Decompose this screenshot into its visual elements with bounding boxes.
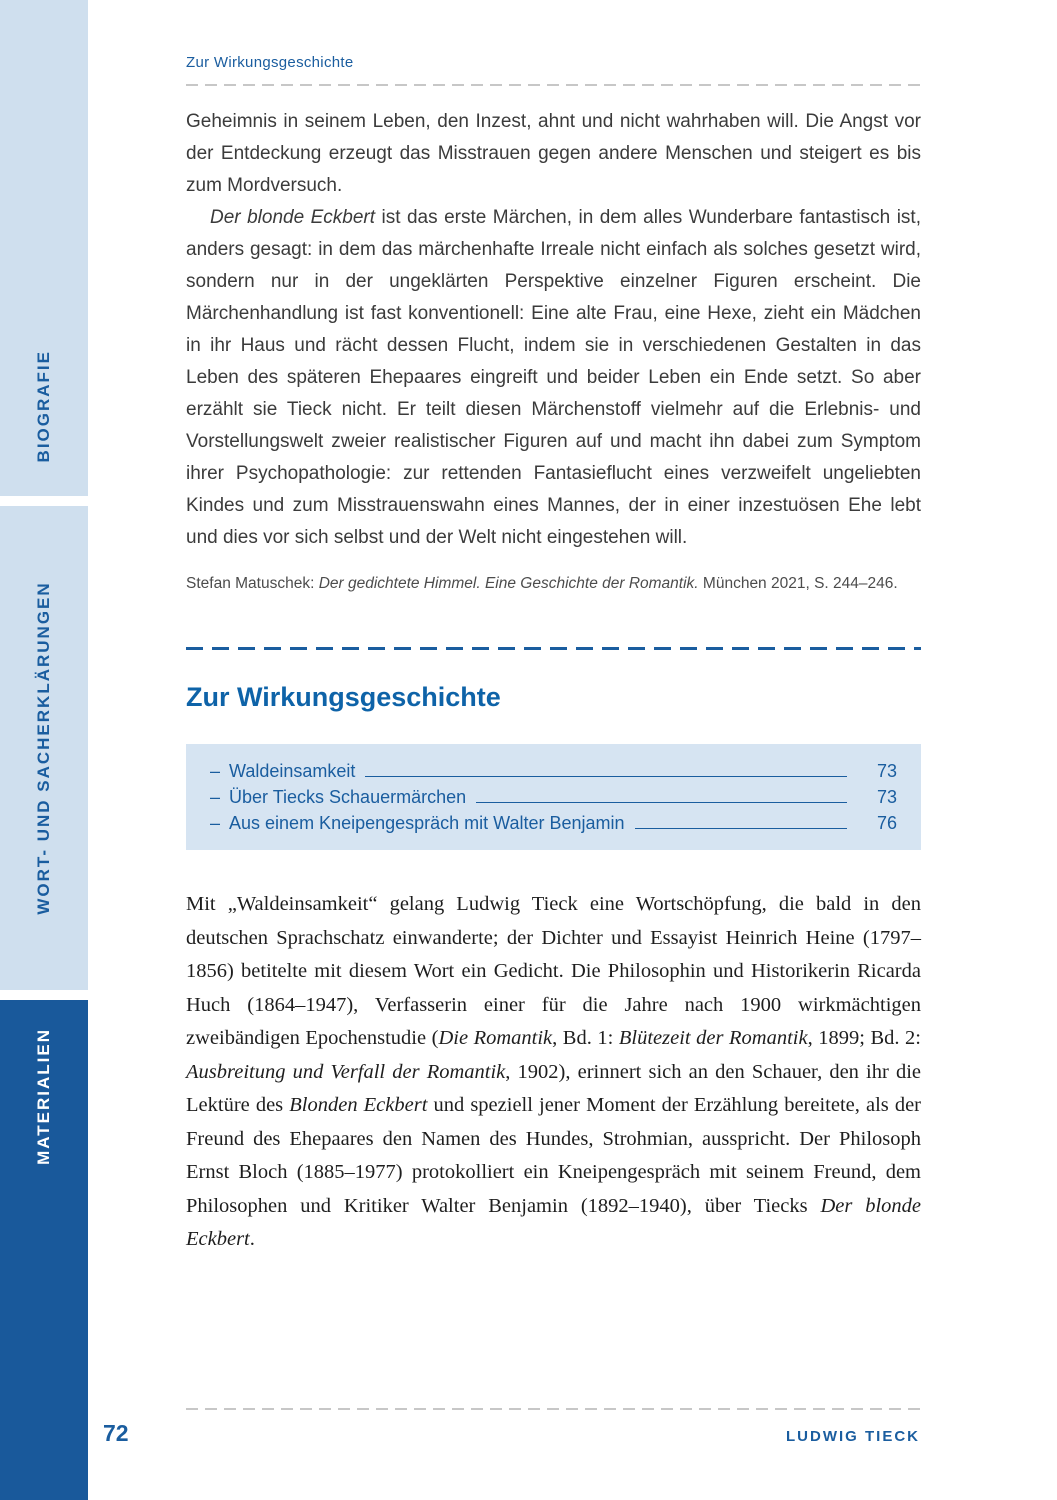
sidebar-tab-materialien[interactable] [0,1000,88,1500]
footer-divider [186,1408,921,1410]
toc-bullet: – [210,813,221,833]
sidebar-tab-biografie[interactable] [0,0,88,496]
toc-leader-line [365,776,847,777]
sidebar-tab-label: WORT- UND SACHERKLÄRUNGEN [34,581,53,915]
paragraph-eckbert-analysis: Der blonde Eckbert ist das erste Märchen, in dem alles Wunderbare fantastisch ist, anders gesagt: in dem das märchenhafte Irreale nicht einfach als solches gesetzt wird, sondern nur in der ungeklärten Perspektive einzelner Figuren erscheint. Die Märchenhandlung ist fast konventionell: Eine alte Frau, eine Hexe, zieht ein Mädchen in ihr Haus und rächt dessen Flucht, indem sie in verschiedenen Gestalten in das Leben des späteren Ehepaares eingreift und beider Leben ein Ende setzt. So aber erzählt sie Tieck nicht. Er teilt diesen Märchenstoff vielmehr auf die Erlebnis- und Vorstellungswelt zweier realistischer Figuren auf und macht ihn dabei zum Symptom ihrer Psychopathologie: zur rettenden Fantasieflucht eines verzweifelt ungeliebten Kindes und zum Misstrauenswahn eines Mannes, der in einer inzestuösen Ehe lebt und dies vor sich selbst und der Welt nicht eingestehen will. [186,207,921,548]
main-content [186,0,921,1257]
toc-item-schauermaerchen[interactable] [210,784,897,810]
sidebar-tab-wort-und-sacherklaerungen[interactable] [0,506,88,990]
toc-item-label: Aus einem Kneipengespräch mit Walter Benjamin [229,813,625,833]
paragraph-wirkungsgeschichte: Mit „Waldeinsamkeit“ gelang Ludwig Tieck eine Wortschöpfung, die bald in den deutschen Sprachschatz einwanderte; der Dichter und Essayist Heinrich Heine (1797–1856) betitelte mit diesem Wort ein Gedicht. Die Philosophin und Historikerin Ricarda Huch (1864–1947), Verfasserin einer für die Jahre nach 1900 wirkmächtigen zweibändigen Epochenstudie (Die Romantik, Bd. 1: Blütezeit der Romantik, 1899; Bd. 2: Ausbreitung und Verfall der Romantik, 1902), erinnert sich an den Schauer, den ihr die Lektüre des Blonden Eckbert und speziell jener Moment der Erzählung bereitete, als der Freund des Ehepaares den Namen des Hundes, Strohmian, ausspricht. Der Philosoph Ernst Bloch (1885–1977) protokolliert ein Kneipengespräch mit seinem Freund, dem Philosophen und Kritiker Walter Benjamin (1892–1940), über Tiecks Der blonde Eckbert. [186,893,922,1250]
page-number: 72 [103,1420,129,1446]
toc-bullet: – [210,761,221,781]
toc-page-number: 73 [876,761,897,781]
toc-leader-line [635,828,847,829]
header-divider [186,84,921,86]
toc-page-number: 73 [876,787,897,807]
section-heading: Zur Wirkungsgeschichte [186,682,501,712]
toc-leader-line [476,802,847,803]
section-toc-box [186,744,921,850]
footer-book-title: LUDWIG TIECK [786,1428,920,1445]
running-header: Zur Wirkungsgeschichte [186,54,354,71]
toc-item-kneipengespraech[interactable] [210,810,897,836]
toc-item-label: Über Tiecks Schauermärchen [229,787,467,807]
section-separator [186,647,921,650]
toc-item-waldeinsamkeit[interactable] [210,758,897,784]
paragraph-continuation: Geheimnis in seinem Leben, den Inzest, ahnt und nicht wahrhaben will. Die Angst vor der Entdeckung erzeugt das Misstrauen gegen andere Menschen und steigert es bis zum Mordversuch. [186,111,921,196]
toc-item-label: Waldeinsamkeit [229,761,356,781]
toc-bullet: – [210,787,221,807]
toc-page-number: 76 [876,813,897,833]
sidebar-tab-label: MATERIALIEN [34,1028,53,1165]
sidebar-tab-label: BIOGRAFIE [34,349,53,462]
source-citation: Stefan Matuschek: Der gedichtete Himmel. Eine Geschichte der Romantik. München 2021, S. 244–246. [186,575,898,592]
